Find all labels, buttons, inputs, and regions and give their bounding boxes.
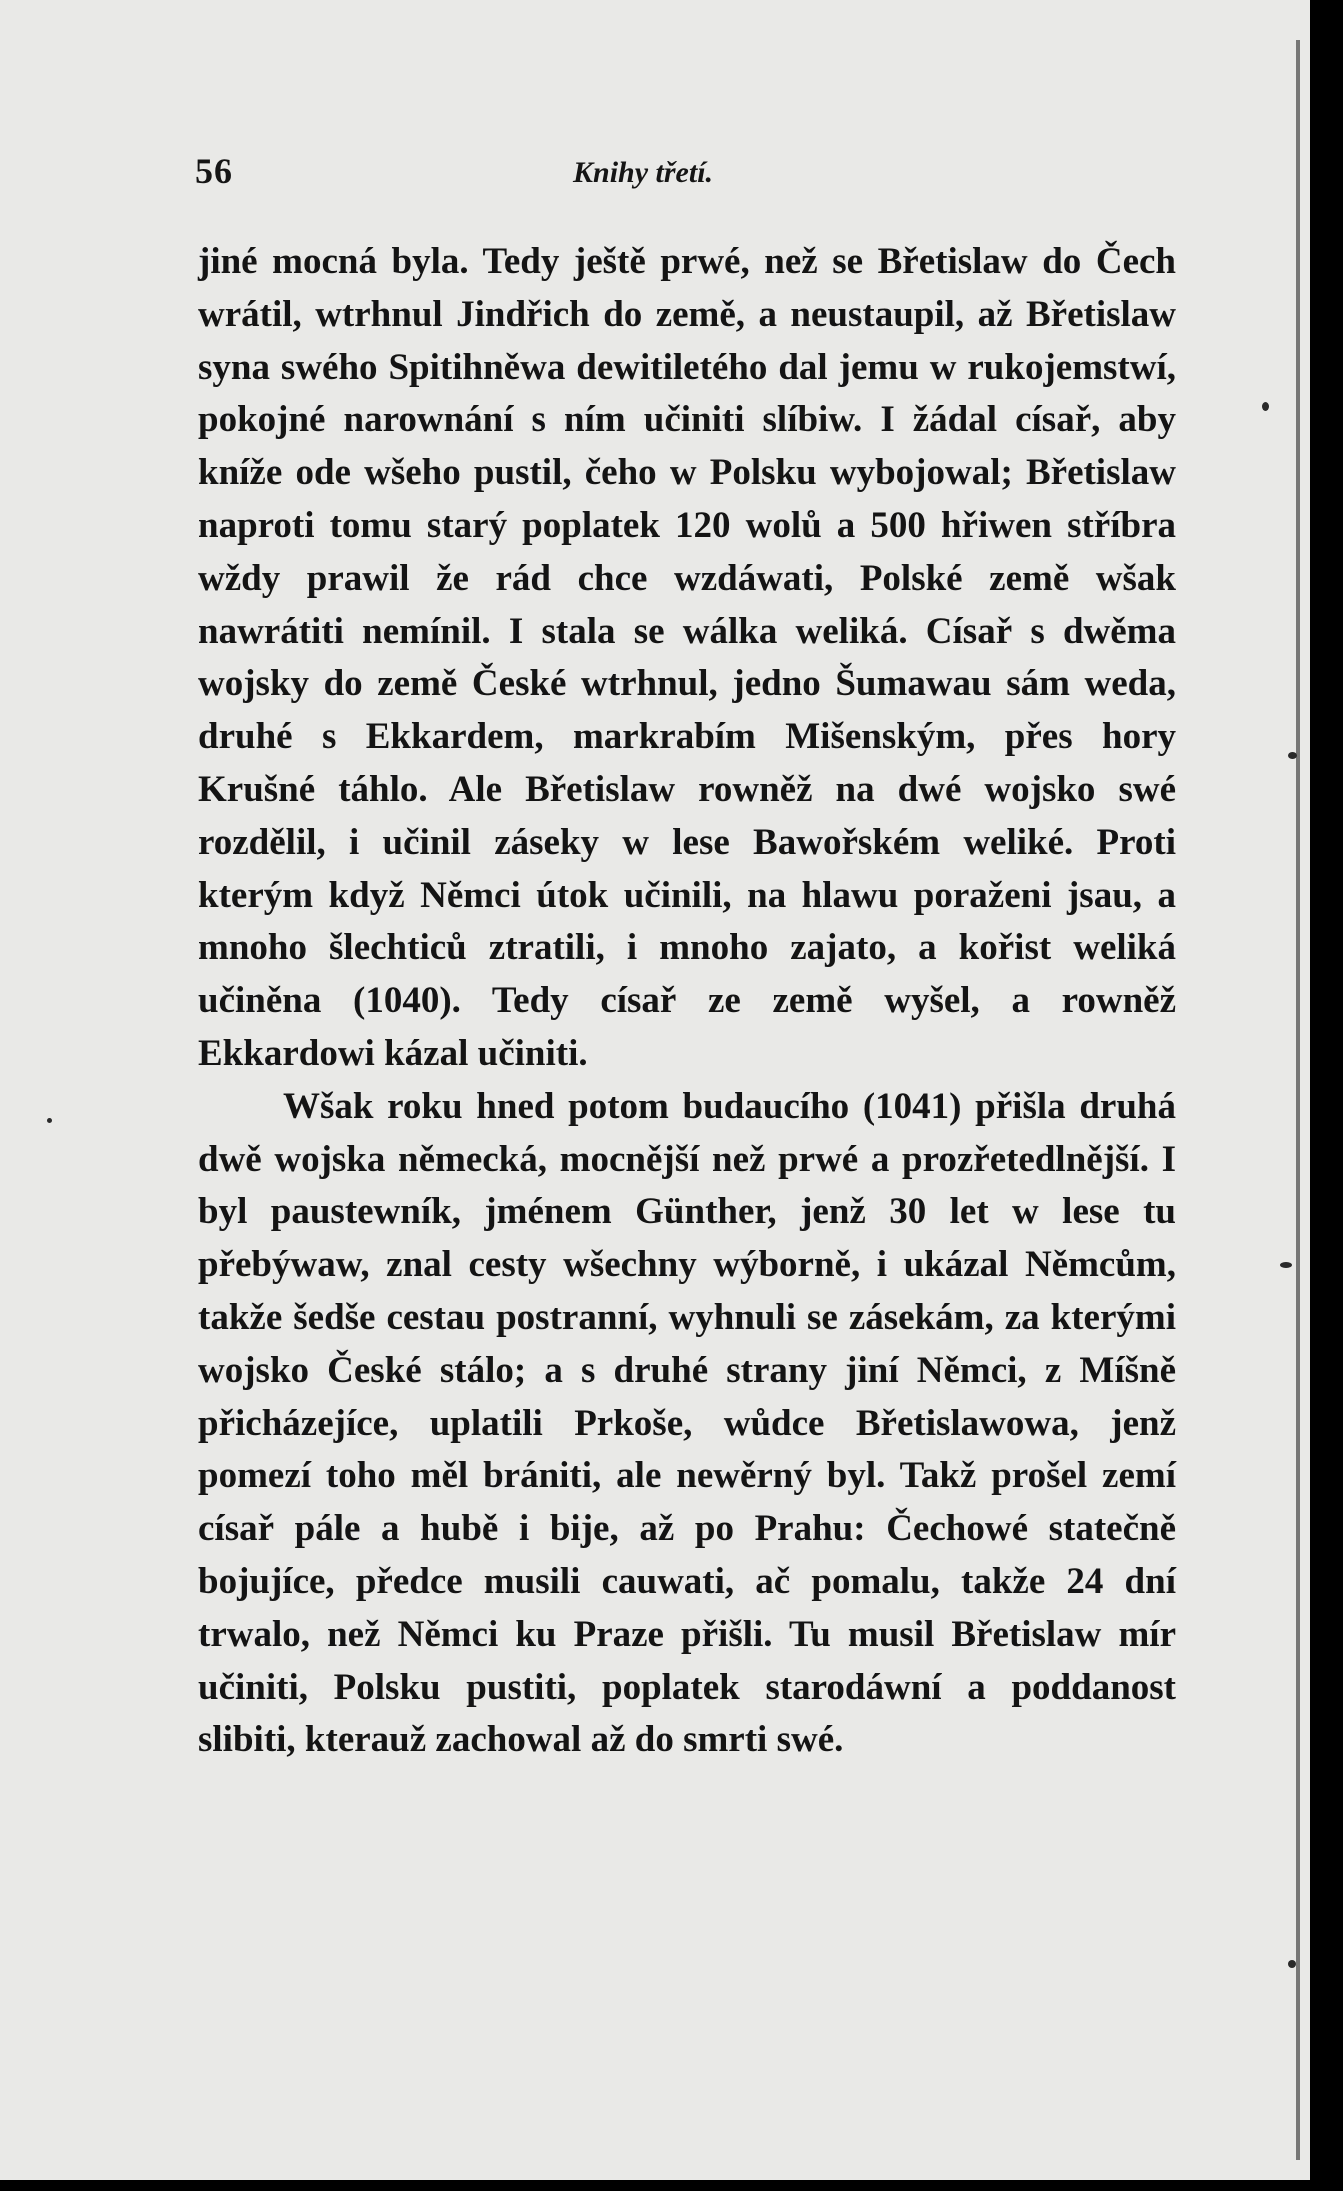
page-edge-shadow: [1296, 40, 1300, 2160]
paper-speck: [1288, 752, 1297, 759]
paper-speck: [1288, 1960, 1296, 1968]
paragraph-2: Wšak roku hned potom budaucího (1041) přišla druhá dwě wojska německá, mocnější než prwé a prozřetedlnější. I byl paustewník, jménem Günther, jenž 30 let w lese tu přebýwaw, znal cesty wšechny wýborně, i ukázal Němcům, takže šedše cestau postranní, wyhnuli se zásekám, za kterými wojsko České stálo; a s druhé strany jiní Němci, z Míšně přicházejíce, uplatili Prkoše, wůdce Břetislawowa, jenž pomezí toho měl brániti, ale newěrný byl. Takž prošel zemí císař pále a hubě i bije, až po Prahu: Čechowé statečně bojujíce, předce musili cauwati, ač pomalu, takže 24 dní trwalo, než Němci ku Praze přišli. Tu musil Břetislaw mír učiniti, Polsku pustiti, poplatek starodáwní a poddanost slibiti, kterauž zachowal až do smrti swé.: [198, 1085, 1176, 1761]
paper-speck: [47, 1118, 52, 1123]
running-title: Knihy třetí.: [573, 156, 714, 189]
paragraph-1: jiné mocná byla. Tedy ještě prwé, než se Břetislaw do Čech wrátil, wtrhnul Jindřich do země, a neustaupil, až Břetislaw syna swého Spitihněwa dewitiletého dal jemu w rukojemstwí, pokojné narownání s ním učiniti slíbiw. I žádal císař, aby kníže ode wšeho pustil, čeho w Polsku wybojowal; Břetislaw naproti tomu starý poplatek 120 wolů a 500 hřiwen stříbra wždy prawil že rád chce wzdáwati, Polské země wšak nawrátiti nemínil. I stala se wálka weliká. Císař s dwěma wojsky do země České wtrhnul, jedno Šumawau sám weda, druhé s Ekkardem, markrabím Mišenským, přes hory Krušné táhlo. Ale Břetislaw rowněž na dwé wojsko swé rozdělil, i učinil záseky w lese Bawořském weliké. Proti kterým když Němci útok učinili, na hlawu poraženi jsau, a mnoho šlechticů ztratili, i mnoho zajato, a kořist weliká učiněna (1040). Tedy císař ze země wyšel, a rowněž Ekkardowi kázal učiniti.: [198, 241, 1176, 1074]
page-number: 56: [195, 151, 233, 191]
book-spine-shadow: [1310, 0, 1343, 2191]
paper-speck: [1262, 402, 1269, 411]
page-header: [195, 150, 1195, 196]
paper-speck: [1280, 1262, 1292, 1268]
body-text: [198, 236, 1176, 1767]
